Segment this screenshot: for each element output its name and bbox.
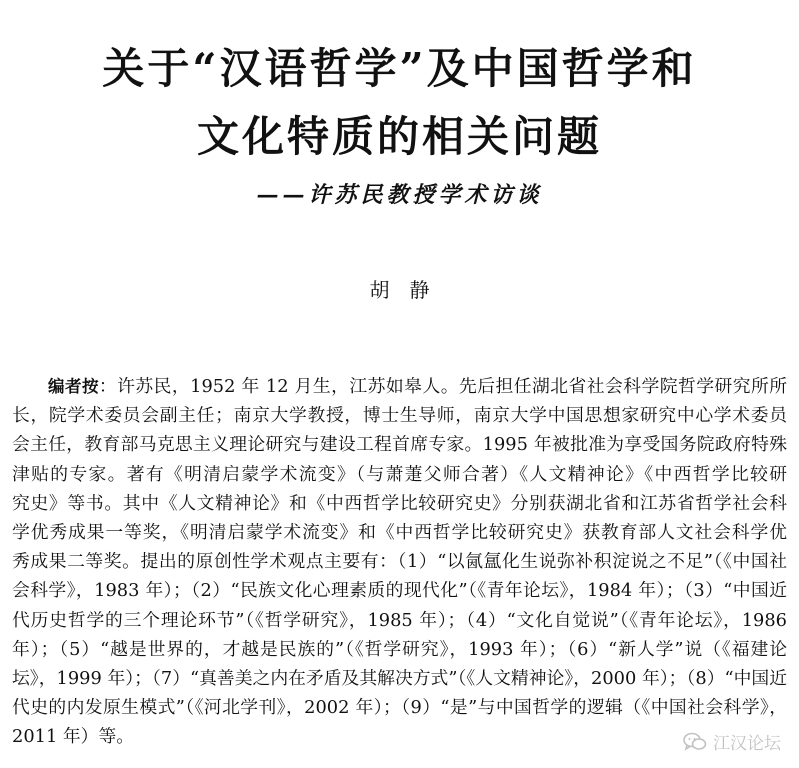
- editor-note-line: 编者按：许苏民，1952 年 12 月生，江苏如皋人。先后担任湖北省社会科学院哲学研究所所: [48, 376, 787, 397]
- watermark-text: 江汉论坛: [713, 734, 781, 754]
- article-subtitle: ——许苏民教授学术访谈: [256, 182, 543, 208]
- editor-note-line: 究史》等书。其中《人文精神论》和《中西哲学比较研究史》分别获湖北省和江苏省哲学社会科: [12, 492, 787, 514]
- editor-note-line: 2011 年）等。: [12, 726, 135, 748]
- editor-note-line: 年）；（5）“越是世界的，才越是民族的”（《哲学研究》，1993 年）；（6）“新人学”说（《福建论: [12, 638, 787, 660]
- editor-note-line: 会科学》，1983 年）；（2）“民族文化心理素质的现代化”（《青年论坛》，1984 年）；（3）“中国近: [12, 580, 787, 602]
- editor-note-line: 会主任，教育部马克思主义理论研究与建设工程首席专家。1995 年被批准为享受国务院政府特殊: [12, 434, 787, 456]
- editor-note-line: 坛》，1999 年）；（7）“真善美之内在矛盾及其解决方式”（《人文精神论》，2000 年）；（8）“中国近: [12, 667, 787, 689]
- article-title-line-2: 文化特质的相关问题: [196, 112, 602, 161]
- editor-note-label: 编者按: [48, 377, 99, 396]
- editor-note-line: 学优秀成果一等奖，《明清启蒙学术流变》和《中西哲学比较研究史》获教育部人文社会科学优: [12, 521, 787, 543]
- editor-note-line: 秀成果二等奖。提出的原创性学术观点主要有：（1）“以氤氲化生说弥补积淀说之不足”（《中国社: [12, 551, 787, 573]
- article-author: 胡 静: [369, 278, 430, 302]
- editor-note-line: 代历史哲学的三个理论环节”（《哲学研究》，1985 年）；（4）“文化自觉说”（《青年论坛》，1986: [12, 609, 787, 631]
- editor-note-line: 长，院学术委员会副主任；南京大学教授，博士生导师，南京大学中国思想家研究中心学术委员: [12, 405, 787, 427]
- article-title-line-1: 关于“汉语哲学”及中国哲学和: [102, 44, 697, 93]
- editor-note-line: 代史的内发原生模式”（《河北学刊》，2002 年）；（9）“是”与中国哲学的逻辑（《中国社会科学》，: [12, 697, 787, 719]
- editor-note-line: 津贴的专家。著有《明清启蒙学术流变》（与萧萐父师合著）《人文精神论》《中西哲学比较研: [12, 463, 787, 485]
- editor-note: [12, 372, 787, 751]
- wechat-bubble-icon: [683, 732, 707, 752]
- watermark: [683, 729, 781, 754]
